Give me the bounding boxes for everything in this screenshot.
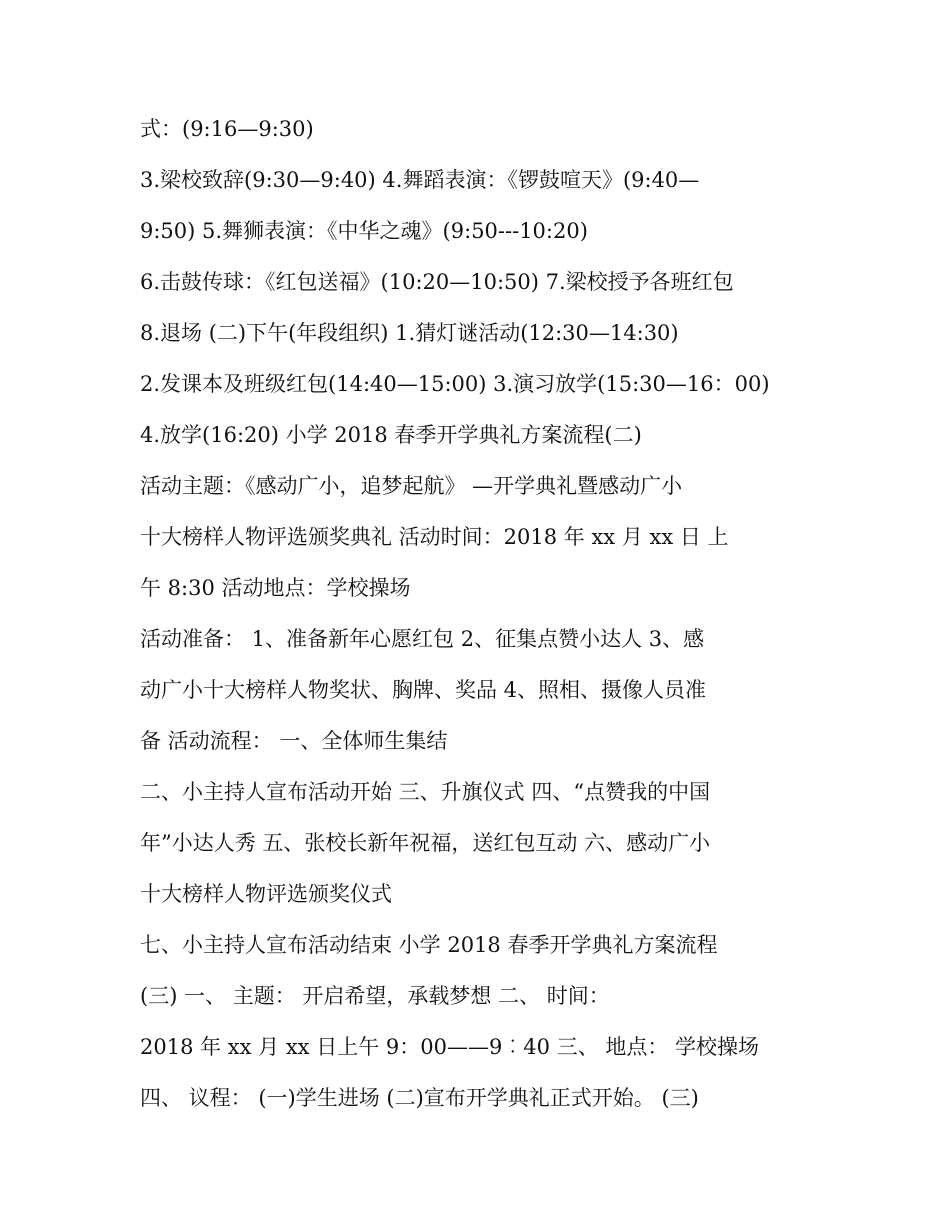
text-line: 2.发课本及班级红包(14:40—15:00) 3.演习放学(15:30—16：00) (140, 372, 770, 396)
text-line: 十大榜样人物评选颁奖仪式 (140, 882, 392, 906)
text-line: 式：(9:16—9:30) (140, 117, 314, 141)
text-line: 四、 议程： (一)学生进场 (二)宣布开学典礼正式开始。 (三) (140, 1086, 699, 1110)
text-line: 十大榜样人物评选颁奖典礼 活动时间：2018 年 xx 月 xx 日 上 (140, 525, 729, 549)
document-body (140, 104, 820, 1124)
text-line: 3.梁校致辞(9:30—9:40) 4.舞蹈表演：《锣鼓喧天》(9:40— (140, 168, 700, 192)
text-line: 动广小十大榜样人物奖状、胸牌、奖品 4、照相、摄像人员准 (140, 678, 707, 702)
text-line: 活动准备： 1、准备新年心愿红包 2、征集点赞小达人 3、感 (140, 627, 705, 651)
text-line: 9:50) 5.舞狮表演：《中华之魂》(9:50---10:20) (140, 219, 588, 243)
text-line: 2018 年 xx 月 xx 日上午 9：00——9︰40 三、 地点： 学校操场 (140, 1035, 760, 1059)
text-line: 年”小达人秀 五、张校长新年祝福，送红包互动 六、感动广小 (140, 831, 711, 855)
text-line: 备 活动流程： 一、全体师生集结 (140, 729, 448, 753)
text-line: 6.击鼓传球：《红包送福》(10:20—10:50) 7.梁校授予各班红包 (140, 270, 734, 294)
text-line: 8.退场 (二)下午(年段组织) 1.猜灯谜活动(12:30—14:30) (140, 321, 679, 345)
text-line: 4.放学(16:20) 小学 2018 春季开学典礼方案流程(二) (140, 423, 642, 447)
text-line: 午 8:30 活动地点：学校操场 (140, 576, 411, 600)
text-line: 活动主题：《感动广小，追梦起航》 —开学典礼暨感动广小 (140, 474, 683, 498)
text-line: 七、小主持人宣布活动结束 小学 2018 春季开学典礼方案流程 (140, 933, 718, 957)
text-line: 二、小主持人宣布活动开始 三、升旗仪式 四、“点赞我的中国 (140, 780, 711, 804)
text-line: (三) 一、 主题： 开启希望，承载梦想 二、 时间： (140, 984, 610, 1008)
